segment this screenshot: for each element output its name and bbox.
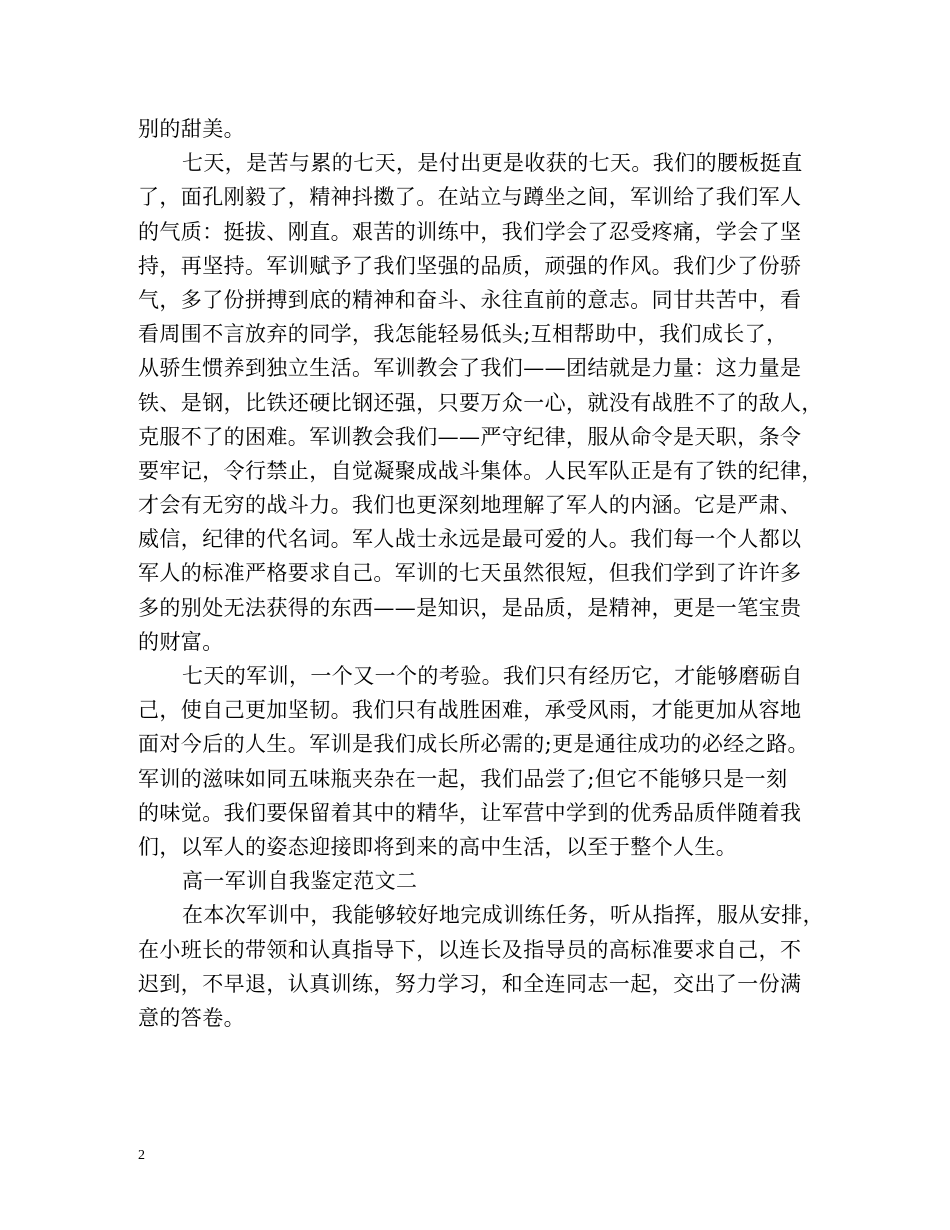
text-line: 多的别处无法获得的东西——是知识，是品质，是精神，更是一笔宝贵 <box>138 595 802 620</box>
text-line: 的味觉。我们要保留着其中的精华，让军营中学到的优秀品质伴随着我 <box>138 800 802 825</box>
text-line: 的财富。 <box>138 629 224 654</box>
paragraph-start-line: 七天，是苦与累的七天，是付出更是收获的七天。我们的腰板挺直 <box>182 151 803 176</box>
text-line: 面对今后的人生。军训是我们成长所必需的;更是通往成功的必经之路。 <box>138 732 809 757</box>
text-line: 克服不了的困难。军训教会我们——严守纪律，服从命令是天职，条令 <box>138 424 802 449</box>
text-line: 的气质：挺拔、刚直。艰苦的训练中，我们学会了忍受疼痛，学会了坚 <box>138 219 802 244</box>
text-line: 军训的滋味如同五味瓶夹杂在一起，我们品尝了;但它不能够只是一刻 <box>138 766 788 791</box>
text-line: 别的甜美。 <box>138 117 245 141</box>
text-line: 了，面孔刚毅了，精神抖擞了。在站立与蹲坐之间，军训给了我们军人 <box>138 185 802 210</box>
page-number: 2 <box>138 1148 145 1163</box>
text-line: 意的答卷。 <box>138 1005 245 1030</box>
text-line: 才会有无穷的战斗力。我们也更深刻地理解了军人的内涵。它是严肃、 <box>138 493 802 518</box>
text-line: 威信，纪律的代名词。军人战士永远是最可爱的人。我们每一个人都以 <box>138 527 802 552</box>
text-line: 铁、是钢，比铁还硬比钢还强，只要万众一心，就没有战胜不了的敌人， <box>138 390 823 415</box>
text-line: 们，以军人的姿态迎接即将到来的高中生活，以至于整个人生。 <box>138 834 738 859</box>
text-line: 持，再坚持。军训赋予了我们坚强的品质，顽强的作风。我们少了份骄 <box>138 253 802 278</box>
text-line: 在小班长的带领和认真指导下，以连长及指导员的高标准要求自己，不 <box>138 937 802 962</box>
text-line: 气，多了份拼搏到底的精神和奋斗、永往直前的意志。同甘共苦中，看 <box>138 287 802 312</box>
text-line: 从骄生惯养到独立生活。军训教会了我们——团结就是力量：这力量是 <box>138 356 802 381</box>
section-heading: 高一军训自我鉴定范文二 <box>182 869 418 894</box>
paragraph-start-line: 七天的军训，一个又一个的考验。我们只有经历它，才能够磨砺自 <box>182 664 803 688</box>
text-line: 己，使自己更加坚韧。我们只有战胜困难，承受风雨，才能更加从容地 <box>138 698 802 723</box>
text-line: 要牢记，令行禁止，自觉凝聚成战斗集体。人民军队正是有了铁的纪律， <box>138 458 823 483</box>
text-line: 军人的标准严格要求自己。军训的七天虽然很短，但我们学到了许许多 <box>138 561 802 586</box>
paragraph-start-line: 在本次军训中，我能够较好地完成训练任务，听从指挥，服从安排， <box>182 903 824 928</box>
text-line: 看周围不言放弃的同学，我怎能轻易低头;互相帮助中，我们成长了， <box>138 322 788 347</box>
text-line: 迟到，不早退，认真训练，努力学习，和全连同志一起，交出了一份满 <box>138 971 802 996</box>
body-text <box>138 112 824 1035</box>
